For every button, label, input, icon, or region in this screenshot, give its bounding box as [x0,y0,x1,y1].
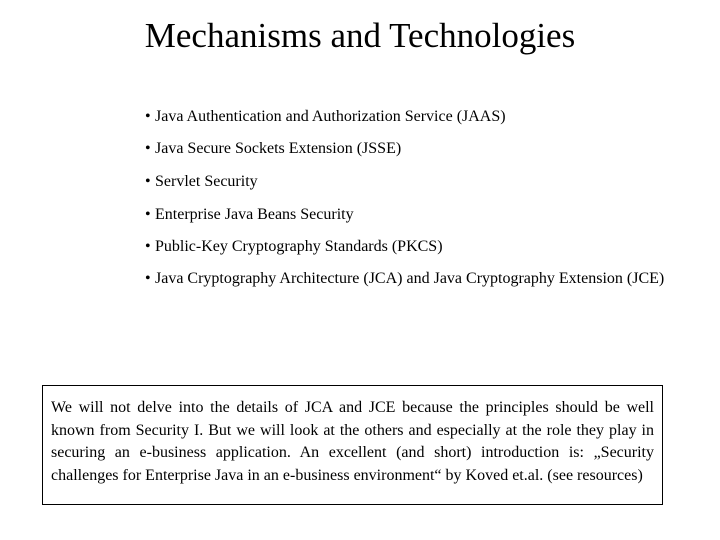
bullet-icon: • [145,270,151,287]
bullet-icon: • [145,206,151,223]
bullet-icon: • [145,108,151,125]
bullet-text: Java Authentication and Authorization Service (JAAS) [155,108,506,125]
bullet-icon: • [145,238,151,255]
bullet-text: Java Secure Sockets Extension (JSSE) [155,140,402,157]
bullet-item-jsse [145,138,665,160]
note-box: We will not delve into the details of JCA and JCE because the principles should be well known from Security I. But we will look at the others and especially at the role they play in securing an e-business application. An excellent (and short) introduction is: „Security challenges for Enterprise Java in an e-business environment“ by Koved et.al. (see resources) [42,385,663,505]
bullet-text: Enterprise Java Beans Security [155,206,354,223]
bullet-text: Public-Key Cryptography Standards (PKCS) [155,238,443,255]
slide-title: Mechanisms and Technologies [144,16,576,55]
bullet-item-jca-jce [145,268,665,290]
bullet-text: Servlet Security [155,173,258,190]
bullet-icon: • [145,173,151,190]
bullet-item-ejb-security [145,204,665,226]
bullet-item-pkcs [145,236,665,258]
bullet-item-servlet-security [145,171,665,193]
bullet-item-jaas [145,106,665,128]
bullet-list [145,106,665,301]
bullet-icon: • [145,140,151,157]
bullet-text: Java Cryptography Architecture (JCA) and Java Cryptography Extension (JCE) [155,270,665,287]
